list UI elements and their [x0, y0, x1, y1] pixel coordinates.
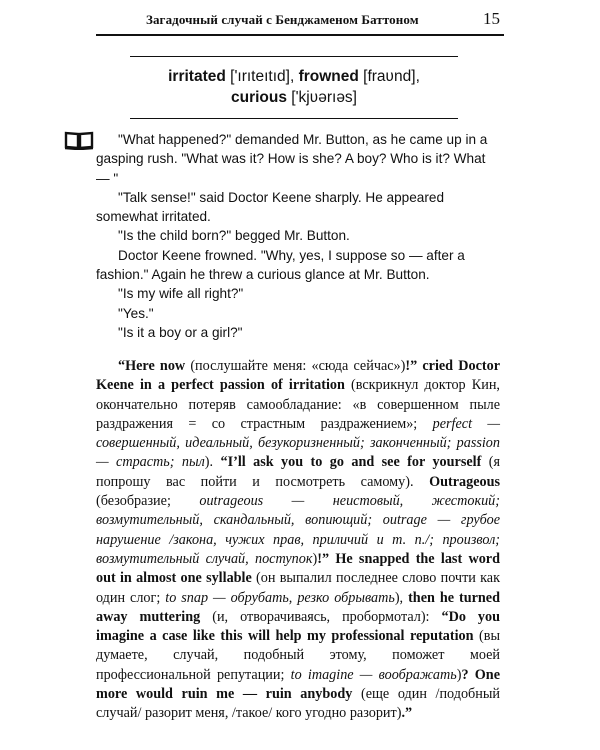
commentary-english: “I’ll ask you to go and see for yourself	[220, 454, 482, 471]
dialogue-text	[96, 130, 496, 342]
vocab-line-1	[120, 66, 468, 87]
vocab-transcription: ['ırıteıtıd],	[225, 68, 299, 85]
commentary-english: “Here now	[118, 358, 186, 374]
commentary-gloss: to snap — обрубать, резко обрывать	[165, 589, 395, 606]
commentary-russian: ),	[394, 589, 409, 606]
vocab-line-2	[120, 87, 468, 108]
commentary-gloss: to imagine — воображать	[290, 666, 457, 683]
commentary-russian: (вскрикнул доктор Кин, окончательно потеряв самообладание: «в совершенном пыле раздражения = со страстным раздражением»;	[96, 377, 500, 432]
commentary-english: “Do you imagine a case like this will help my professional reputation	[96, 608, 500, 645]
commentary-russian: (он выпалил последнее слово почти как один слог;	[96, 570, 500, 606]
commentary-english: then he turned away muttering	[96, 589, 500, 625]
commentary-english: ? One more would ruin me — ruin anybody	[96, 666, 500, 703]
commentary-gloss: outrageous — неистовый, жестокий; возмутительный, скандальный, вопиющий; outrage — грубое нарушение /закона, чужих прав, приличий и т. п./; произвол; возмутительный случай, поступок	[96, 493, 500, 567]
commentary-russian: (я попрошу вас пойти и посмотреть самому).	[96, 454, 500, 490]
page-number: 15	[483, 9, 500, 28]
dialogue-paragraph: "Is my wife all right?"	[118, 286, 244, 302]
vocab-word: irritated	[168, 68, 226, 85]
commentary-russian: (послушайте меня: «сюда сейчас»)	[185, 358, 406, 374]
vocab-rule-bottom	[130, 118, 458, 119]
vocab-transcription: [fraʋnd],	[358, 68, 420, 85]
commentary-russian: )	[312, 550, 318, 567]
vocabulary-box	[120, 66, 468, 108]
commentary-english: !” He snapped the last word out in almost one syllable	[96, 550, 500, 587]
commentary-russian: (безобразие;	[96, 493, 200, 510]
dialogue-paragraph: Doctor Keene frowned. "Why, yes, I suppose so — after a fashion." Again he threw a curious glance at Mr. Button.	[96, 247, 465, 283]
commentary-english: Outrageous	[429, 473, 500, 490]
dialogue-paragraph: "Talk sense!" said Doctor Keene sharply. He appeared somewhat irritated.	[96, 189, 445, 225]
commentary-russian: (и, отворачиваясь, пробормотал):	[200, 608, 442, 625]
commentary-gloss: perfect — совершенный, идеальный, безукоризненный; законченный; passion — страсть; пыл	[96, 415, 500, 471]
dialogue-paragraph: "What happened?" demanded Mr. Button, as he came up in a gasping rush. "What was it? How is she? A boy? Who is it? What — "	[96, 132, 488, 186]
dialogue-paragraph: "Yes."	[118, 305, 154, 321]
commentary-english: !” cried Doctor Keene in a perfect passion of irritation	[96, 358, 500, 394]
dialogue-paragraph: "Is it a boy or a girl?"	[118, 324, 243, 340]
commentary-paragraph	[96, 357, 500, 724]
commentary-english: .”	[401, 705, 413, 722]
commentary-russian: (вы думаете, случай, подобный этому, поможет моей профессиональной репутации;	[96, 628, 500, 683]
vocab-rule-top	[130, 56, 458, 57]
book-icon	[64, 130, 94, 150]
vocab-transcription: ['kjʋərıəs]	[286, 89, 357, 106]
commentary-russian: ).	[204, 454, 221, 471]
commentary-russian: (еще один /подобный случай/ разорит меня, /такое/ кого угодно разорит)	[96, 686, 500, 722]
running-header	[96, 4, 504, 36]
vocab-word: curious	[231, 89, 287, 106]
dialogue-paragraph: "Is the child born?" begged Mr. Button.	[118, 228, 350, 244]
vocab-word: frowned	[298, 68, 359, 85]
commentary-russian: )	[456, 666, 462, 683]
running-title: Загадочный случай с Бенджаменом Баттоном	[146, 12, 419, 27]
